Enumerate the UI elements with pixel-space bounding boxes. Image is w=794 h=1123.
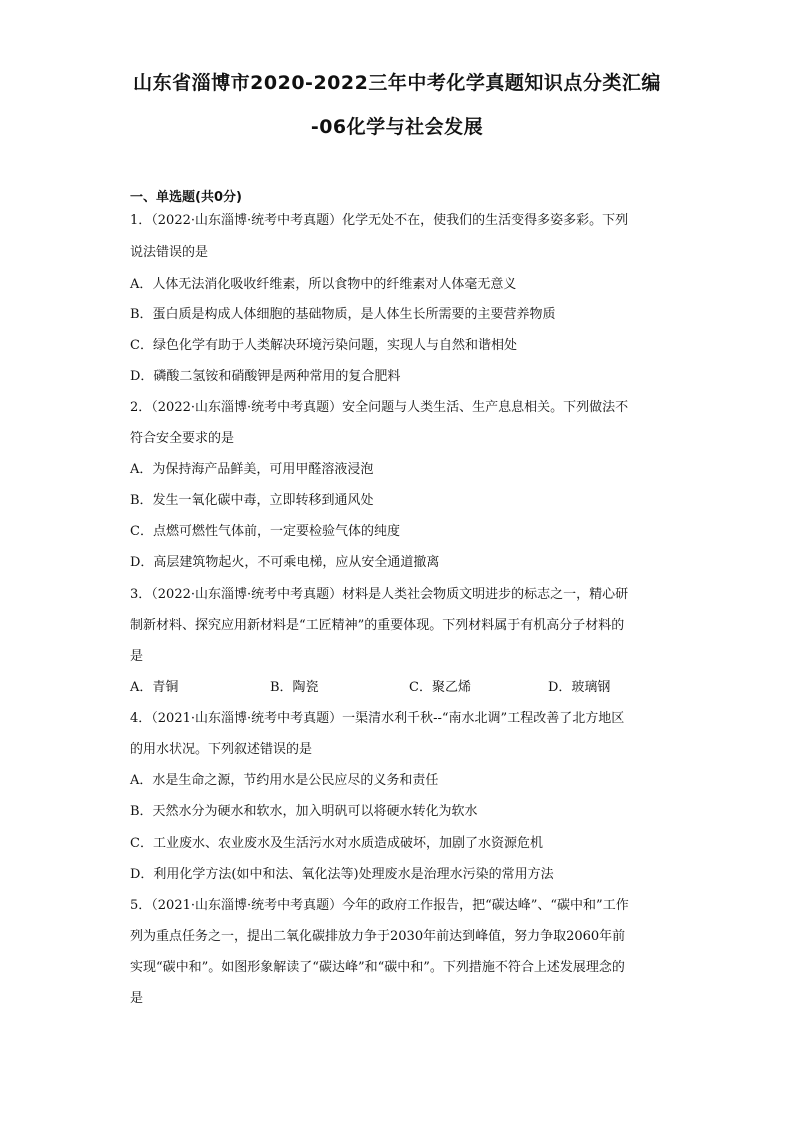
question-4-option-a: A．水是生命之源，节约用水是公民应尽的义务和责任 bbox=[130, 773, 439, 788]
question-1-option-d: D．磷酸二氢铵和硝酸钾是两种常用的复合肥料 bbox=[130, 369, 401, 384]
question-5-stem-line-3: 实现“碳中和”。如图形象解读了“碳达峰”和“碳中和”。下列措施不符合上述发展理念的 bbox=[130, 960, 625, 975]
question-2-stem-line-2: 符合安全要求的是 bbox=[130, 431, 235, 446]
question-3-option-d: D．玻璃钢 bbox=[548, 680, 611, 695]
question-2-option-b: B．发生一氧化碳中毒，立即转移到通风处 bbox=[130, 493, 374, 508]
question-3-option-b: B．陶瓷 bbox=[270, 680, 319, 695]
document-title-line2: -06化学与社会发展 bbox=[310, 116, 484, 138]
question-4-option-c: C．工业废水、农业废水及生活污水对水质造成破坏，加剧了水资源危机 bbox=[130, 836, 543, 851]
question-3-stem-line-3: 是 bbox=[130, 649, 144, 664]
question-3-option-c: C．聚乙烯 bbox=[409, 680, 471, 695]
question-5-stem-line-1: 5．（2021·山东淄博·统考中考真题）今年的政府工作报告，把“碳达峰”、“碳中和”工作 bbox=[130, 898, 629, 913]
question-1-stem-line-2: 说法错误的是 bbox=[130, 245, 209, 260]
question-2-option-a: A．为保持海产品鲜美，可用甲醛溶液浸泡 bbox=[130, 462, 374, 477]
question-3-stem-line-2: 制新材料、探究应用新材料是“工匠精神”的重要体现。下列材料属于有机高分子材料的 bbox=[130, 618, 625, 633]
question-3-option-a: A．青铜 bbox=[130, 680, 179, 695]
question-5-stem-line-4: 是 bbox=[130, 991, 144, 1006]
document-title-line1: 山东省淄博市2020-2022三年中考化学真题知识点分类汇编 bbox=[133, 72, 661, 94]
question-1-stem-line-1: 1．（2022·山东淄博·统考中考真题）化学无处不在，使我们的生活变得多姿多彩。下列 bbox=[130, 213, 629, 228]
question-3-stem-line-1: 3．（2022·山东淄博·统考中考真题）材料是人类社会物质文明进步的标志之一，精心研 bbox=[130, 587, 629, 602]
question-1-option-c: C．绿色化学有助于人类解决环境污染问题，实现人与自然和谐相处 bbox=[130, 338, 517, 353]
section-heading: 一、单选题(共0分) bbox=[130, 190, 242, 205]
question-2-stem-line-1: 2．（2022·山东淄博·统考中考真题）安全问题与人类生活、生产息息相关。下列做法不 bbox=[130, 400, 629, 415]
question-5-stem-line-2: 列为重点任务之一，提出二氧化碳排放力争于2030年前达到峰值，努力争取2060年前 bbox=[130, 929, 626, 944]
question-1-option-b: B．蛋白质是构成人体细胞的基础物质，是人体生长所需要的主要营养物质 bbox=[130, 307, 556, 322]
question-4-option-b: B．天然水分为硬水和软水，加入明矾可以将硬水转化为软水 bbox=[130, 804, 478, 819]
question-4-stem-line-1: 4．（2021·山东淄博·统考中考真题）一渠清水利千秋--“南水北调”工程改善了北方地区 bbox=[130, 711, 625, 726]
question-1-option-a: A．人体无法消化吸收纤维素，所以食物中的纤维素对人体毫无意义 bbox=[130, 277, 517, 292]
question-2-option-d: D．高层建筑物起火，不可乘电梯，应从安全通道撤离 bbox=[130, 555, 440, 570]
question-4-stem-line-2: 的用水状况。下列叙述错误的是 bbox=[130, 742, 313, 757]
question-4-option-d: D．利用化学方法(如中和法、氧化法等)处理废水是治理水污染的常用方法 bbox=[130, 867, 554, 882]
question-2-option-c: C．点燃可燃性气体前，一定要检验气体的纯度 bbox=[130, 524, 400, 539]
